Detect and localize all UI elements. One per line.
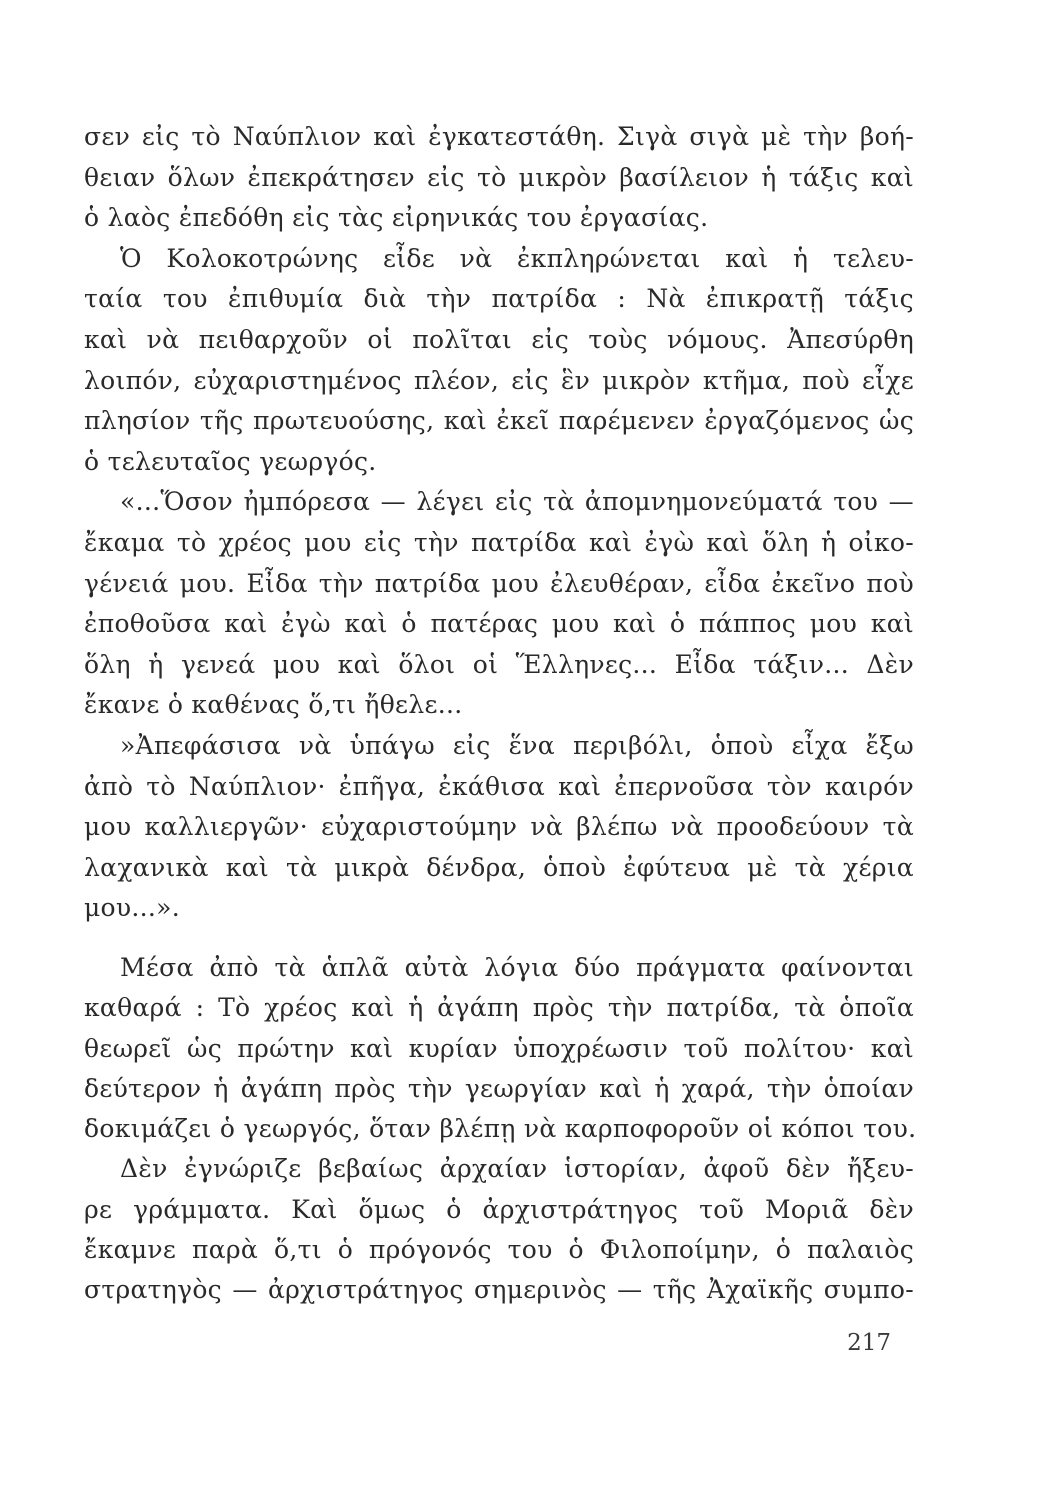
text-line: μου καλλιεργῶν· εὐχαριστούμην νὰ βλέπω νὰ προοδεύουν τὰ (84, 812, 914, 842)
text-line: ὁ λαὸς ἐπεδόθη εἰς τὰς εἰρηνικάς του ἐργασίας. (84, 203, 709, 233)
text-line: θεωρεῖ ὡς πρώτην καὶ κυρίαν ὑποχρέωσιν τοῦ πολίτου· καὶ (84, 1033, 914, 1063)
text-line: ταία του ἐπιθυμία διὰ τὴν πατρίδα : Νὰ ἐπικρατῇ τάξις (84, 284, 914, 314)
text-line: στρατηγὸς — ἀρχιστράτηγος σημερινὸς — τῆς Ἀχαϊκῆς συμπο- (84, 1275, 914, 1305)
text-line: ἔκανε ὁ καθένας ὅ,τι ἤθελε... (84, 690, 463, 720)
text-line: σεν εἰς τὸ Ναύπλιον καὶ ἐγκατεστάθη. Σιγὰ σιγὰ μὲ τὴν βοή- (84, 122, 914, 151)
text-line: λαχανικὰ καὶ τὰ μικρὰ δένδρα, ὁποὺ ἐφύτευα μὲ τὰ χέρια (84, 852, 914, 882)
text-line: ἐποθοῦσα καὶ ἐγὼ καὶ ὁ πατέρας μου καὶ ὁ πάππος μου καὶ (84, 609, 914, 639)
text-line: μου...». (84, 893, 180, 923)
text-line: πλησίον τῆς πρωτευούσης, καὶ ἐκεῖ παρέμενεν ἐργαζόμενος ὡς (84, 406, 914, 436)
text-line: »Ἀπεφάσισα νὰ ὑπάγω εἰς ἕνα περιβόλι, ὁποὺ εἶχα ἔξω (120, 730, 914, 760)
text-line: Ὁ Κολοκοτρώνης εἶδε νὰ ἐκπληρώνεται καὶ ἡ τελευ- (120, 243, 914, 273)
text-line: ἔκαμα τὸ χρέος μου εἰς τὴν πατρίδα καὶ ἐγὼ καὶ ὅλη ἡ οἰκο- (84, 527, 914, 557)
text-line: θειαν ὅλων ἐπεκράτησεν εἰς τὸ μικρὸν βασίλειον ἡ τάξις καὶ (84, 162, 914, 192)
text-line: Δὲν ἐγνώριζε βεβαίως ἀρχαίαν ἱστορίαν, ἀφοῦ δὲν ἤξευ- (120, 1154, 914, 1184)
text-line: καὶ νὰ πειθαρχοῦν οἱ πολῖται εἰς τοὺς νόμους. Ἀπεσύρθη (84, 324, 914, 354)
text-part-1 (84, 117, 914, 929)
text-line: «...Ὅσον ἠμπόρεσα — λέγει εἰς τὰ ἀπομνημονεύματά του — (120, 487, 914, 517)
text-line: ρε γράμματα. Καὶ ὅμως ὁ ἀρχιστράτηγος τοῦ Μοριᾶ δὲν (84, 1194, 914, 1224)
text-line: ἀπὸ τὸ Ναύπλιον· ἐπῆγα, ἐκάθισα καὶ ἐπερνοῦσα τὸν καιρόν (84, 771, 914, 801)
text-part-2 (84, 948, 917, 1311)
text-line: δοκιμάζει ὁ γεωργός, ὅταν βλέπῃ νὰ καρποφοροῦν οἱ κόποι του. (84, 1114, 917, 1144)
text-line: Μέσα ἀπὸ τὰ ἁπλᾶ αὐτὰ λόγια δύο πράγματα φαίνονται (120, 953, 914, 982)
text-line: ἔκαμνε παρὰ ὅ,τι ὁ πρόγονός του ὁ Φιλοποίμην, ὁ παλαιὸς (84, 1235, 914, 1265)
text-line: δεύτερον ἡ ἀγάπη πρὸς τὴν γεωργίαν καὶ ἡ χαρά, τὴν ὁποίαν (84, 1073, 914, 1103)
text-line: ὅλη ἡ γενεά μου καὶ ὅλοι οἱ Ἕλληνες... Εἶδα τάξιν... Δὲν (84, 649, 914, 679)
text-line: γένειά μου. Εἶδα τὴν πατρίδα μου ἐλευθέραν, εἶδα ἐκεῖνο ποὺ (84, 568, 914, 598)
text-line: ὁ τελευταῖος γεωργός. (84, 446, 377, 476)
page-number: 217 (847, 1330, 891, 1356)
text-line: καθαρά : Τὸ χρέος καὶ ἡ ἀγάπη πρὸς τὴν πατρίδα, τὰ ὁποῖα (84, 993, 914, 1023)
text-line: λοιπόν, εὐχαριστημένος πλέον, εἰς ἓν μικρὸν κτῆμα, ποὺ εἶχε (84, 365, 914, 395)
